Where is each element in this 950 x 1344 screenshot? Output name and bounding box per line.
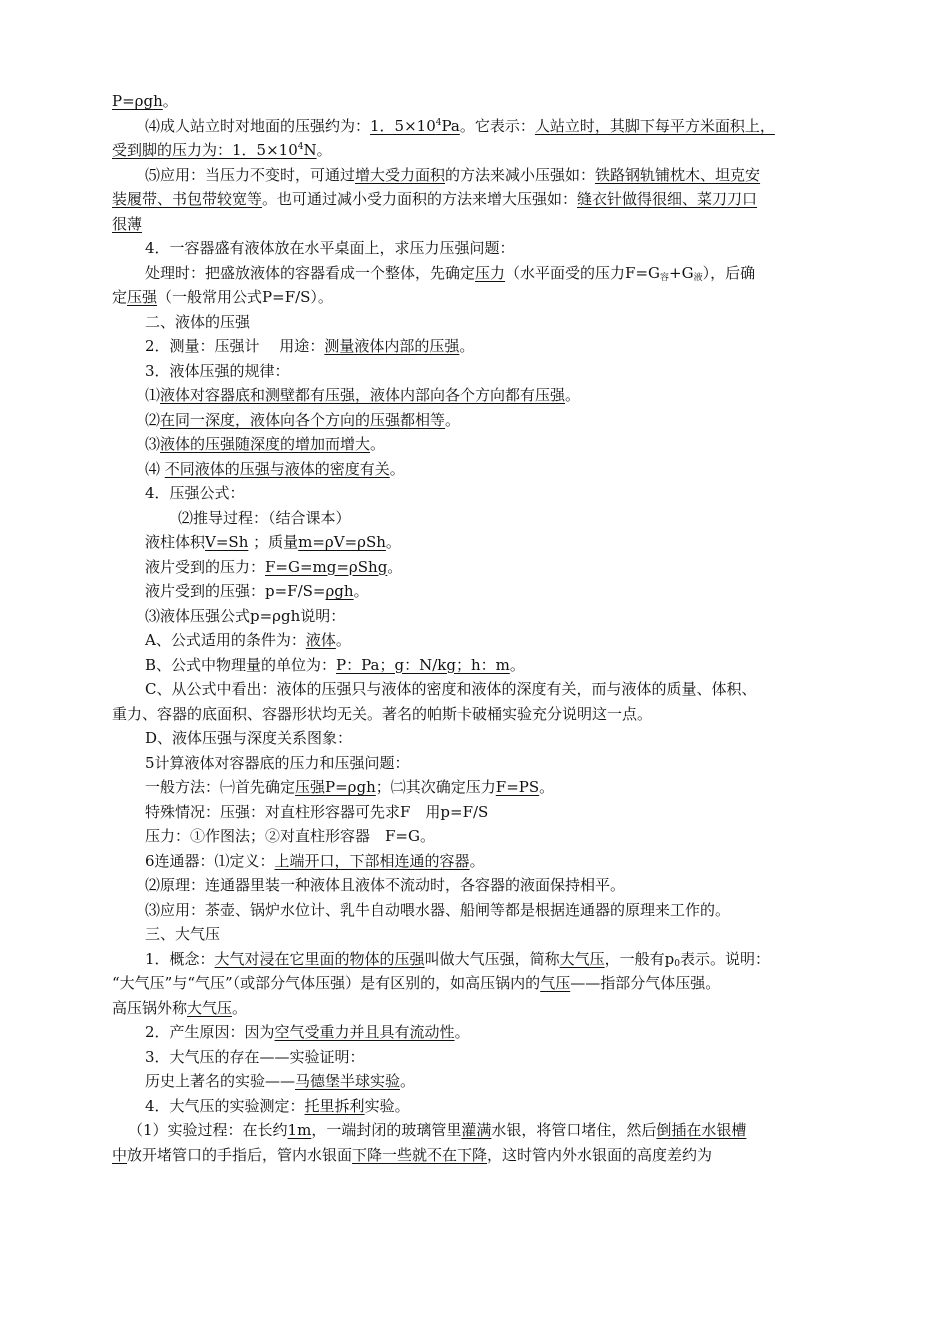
text-line (112, 1094, 842, 1119)
underlined-term: 倒插在水银槽 (656, 1121, 747, 1139)
text: 。 (316, 141, 332, 159)
text: D、液体压强与深度关系图象： (145, 729, 353, 747)
underlined-term (112, 141, 317, 159)
subscript: 液 (693, 272, 703, 283)
text: ⑷成人站立时对地面的压强约为： (145, 116, 371, 135)
text: 2．测量：压强计 用途： (145, 337, 325, 355)
underlined-term: 液体 (305, 631, 336, 649)
text-line (112, 653, 842, 678)
text: 一般方法：㈠首先确定 (145, 778, 296, 796)
text: 。 (232, 998, 248, 1017)
underlined-term: 人站立时，其脚下每平方米面积上， (534, 116, 775, 135)
text: 5计算液体对容器底的压力和压强问题： (145, 753, 410, 772)
underlined-term: P=ρgh (112, 92, 163, 110)
underlined-term: 液体对容器底和测壁都有压强，液体内部向各个方向都有压强 (160, 386, 566, 404)
text: 4．压强公式： (145, 484, 245, 502)
text: +G (669, 263, 694, 282)
text: （水平面受的压力F=G (505, 263, 660, 282)
text: 3．大气压的存在——实验证明： (145, 1047, 365, 1066)
text: Pa (441, 116, 460, 135)
text: 。 (400, 1072, 416, 1090)
text-line (112, 163, 842, 188)
underlined-term (370, 117, 460, 135)
text-line (112, 1045, 842, 1070)
text: 4．大气压的实验测定： (145, 1096, 305, 1115)
text: 1．概念： (145, 949, 215, 968)
underlined-term: 增大受力面积 (355, 165, 446, 184)
text-line (112, 604, 842, 629)
underlined-term: 空气受重力并且具有流动性 (274, 1023, 455, 1041)
text-line (112, 775, 842, 800)
text-line (112, 677, 842, 702)
text: ；㈡其次确定压力 (375, 778, 496, 796)
text: 受到脚的压力为：1．5×10 (112, 141, 298, 159)
text-line (112, 212, 842, 237)
text: ——指部分气体压强。 (570, 974, 721, 992)
text-line (112, 408, 842, 433)
text-line (112, 359, 842, 384)
text: 液片受到的压强：p=F/S= (145, 582, 326, 600)
text: B、公式中物理量的单位为： (145, 655, 337, 674)
text-line (112, 555, 842, 580)
text: 液片受到的压力： (145, 557, 266, 576)
text: 。 (335, 631, 351, 649)
text: 二、液体的压强 (145, 312, 251, 331)
text-line (112, 285, 842, 310)
text-line (112, 702, 842, 727)
text: 4．一容器盛有液体放在水平桌面上，求压力压强问题： (145, 239, 515, 257)
text: 三、大气压 (145, 925, 221, 943)
text: 。 (454, 1023, 470, 1041)
underlined-term: 测量液体内部的压强 (324, 337, 460, 355)
text: 。也可通过减小受力面积的方法来增大压强如： (262, 190, 578, 208)
underlined-term: 铁路钢轨铺枕木、坦克安 (595, 165, 761, 184)
text-line (112, 800, 842, 825)
text: 。 (389, 459, 405, 478)
superscript: 4 (435, 117, 442, 128)
text-line (112, 971, 842, 996)
text: 液柱体积 (145, 533, 206, 551)
text: 特殊情况：压强：对直柱形容器可先求F 用p=F/S (145, 802, 489, 821)
underlined-term: 托里拆利 (304, 1096, 365, 1115)
text: ，一般有p (604, 949, 675, 968)
text: 历史上著名的实验—— (145, 1072, 296, 1090)
text-line (112, 114, 842, 139)
text: 定 (112, 288, 128, 306)
text-line (112, 873, 842, 898)
underlined-term: 不同液体的压强与液体的密度有关 (164, 459, 390, 478)
underlined-term: 缝衣针做得很细、菜刀刀口 (577, 190, 758, 208)
text: 。 (445, 410, 461, 429)
text: ⑷ (145, 459, 165, 478)
text-line (112, 996, 842, 1021)
text: （一般常用公式P=F/S）。 (157, 288, 333, 306)
text-line (112, 187, 842, 212)
underlined-term: m=ρV=ρSh (298, 533, 386, 551)
text-line (112, 383, 842, 408)
underlined-term: P：Pa；g：N/kg；h：m (336, 655, 510, 674)
text-line (112, 481, 842, 506)
text: 2．产生原因：因为 (145, 1023, 275, 1041)
underlined-term: 很薄 (112, 214, 143, 233)
text: 3．液体压强的规律： (145, 361, 290, 380)
text: ，这时管内外水银面的高度差约为 (487, 1145, 713, 1164)
underlined-term: 上端开口，下部相连通的容器 (274, 851, 470, 870)
text: 。 (370, 435, 386, 453)
text-line (112, 1143, 842, 1168)
text-line (112, 849, 842, 874)
text: 。 (353, 582, 369, 600)
underlined-term: 液体的压强随深度的增加而增大 (160, 435, 371, 453)
text: “大气压”与“气压”（或部分气体压强）是有区别的，如高压锅内的 (112, 974, 541, 992)
text: 的方法来减小压强如： (445, 165, 596, 184)
superscript: 4 (297, 142, 304, 152)
underlined-term: 气压 (540, 974, 571, 992)
text: 实验。 (364, 1096, 410, 1115)
text-line (112, 628, 842, 653)
text: ⑸应用：当压力不变时，可通过 (145, 165, 356, 184)
section-heading (112, 922, 842, 947)
text: ⑴ (145, 386, 161, 404)
text-line (112, 824, 842, 849)
text: 1．5×10 (370, 116, 436, 135)
underlined-term: 在同一深度，液体向各个方向的压强都相等 (160, 410, 446, 429)
text-line (112, 1069, 842, 1094)
text: 高压锅外称 (112, 998, 188, 1017)
text-line (112, 1118, 842, 1143)
text: 。 (459, 337, 475, 355)
underlined-term: 中 (112, 1145, 128, 1164)
underlined-term: F=PS (495, 778, 540, 796)
text-line (112, 751, 842, 776)
subscript: 容 (660, 272, 670, 283)
text: 放开堵管口的手指后，管内水银面 (127, 1145, 353, 1164)
text: ⑶液体压强公式p=ρgh说明： (145, 606, 346, 625)
text-line (112, 334, 842, 359)
text: ；质量 (248, 533, 299, 551)
text: ⑶应用：茶壶、锅炉水位计、乳牛自动喂水器、船闸等都是根据连通器的原理来工作的。 (145, 900, 731, 919)
underlined-term: 大气压 (559, 949, 605, 968)
underlined-term: 1m (287, 1121, 312, 1139)
text-line (112, 947, 842, 972)
underlined-term: V=Sh (205, 533, 249, 551)
text: 。 (509, 655, 525, 674)
text: 表示。说明： (679, 949, 770, 968)
text: ），后确 (702, 263, 756, 282)
text: A、公式适用的条件为： (145, 631, 306, 649)
text: ⑶ (145, 435, 161, 453)
underlined-term: 下降一些就不在下降 (352, 1145, 488, 1164)
text: 。 (385, 533, 401, 551)
text-line (112, 457, 842, 482)
text: 重力、容器的底面积、容器形状均无关。著名的帕斯卡破桶实验充分说明这一点。 (112, 704, 653, 723)
text: N (303, 141, 317, 159)
text: 。 (162, 92, 178, 110)
underlined-term: ρgh (325, 582, 354, 600)
underlined-term: 压强P=ρgh (295, 778, 376, 796)
section-heading (112, 310, 842, 335)
underlined-term: 灌满 (461, 1121, 492, 1139)
text: 6连通器：⑴定义： (145, 851, 275, 870)
text-line (112, 1020, 842, 1045)
text-line (112, 89, 842, 114)
text: （1）实验过程：在长约 (128, 1121, 288, 1139)
underlined-term: 装履带、书包带较宽等 (112, 190, 263, 208)
document-body (112, 89, 842, 1167)
subscript: 0 (674, 958, 680, 969)
text: C、从公式中看出：液体的压强只与液体的密度和液体的深度有关，而与液体的质量、体积、 (145, 680, 757, 698)
text-line (112, 506, 842, 531)
text: 。 (539, 778, 555, 796)
text: 处理时：把盛放液体的容器看成一个整体，先确定 (145, 263, 476, 282)
text: 叫做大气压强，简称 (424, 949, 560, 968)
text: 压力：①作图法；②对直柱形容器 F=G。 (145, 827, 435, 845)
text-line (112, 236, 842, 261)
underlined-term: 大气对浸在它里面的物体的压强 (214, 949, 425, 968)
underlined-term: 压力 (475, 263, 506, 282)
text-line (112, 530, 842, 555)
text-line (112, 138, 842, 163)
text: 水银，将管口堵住，然后 (491, 1121, 657, 1139)
underlined-term: 压强 (127, 288, 158, 306)
underlined-term: F=G=mg=ρShg (265, 557, 388, 576)
text: 。 (469, 851, 485, 870)
text: 。 (565, 386, 581, 404)
underlined-term: 马德堡半球实验 (295, 1072, 401, 1090)
underlined-term: 大气压 (187, 998, 233, 1017)
text-line (112, 432, 842, 457)
text-line (112, 579, 842, 604)
text-line (112, 726, 842, 751)
text: 。 (387, 557, 403, 576)
text-line (112, 261, 842, 286)
text-line (112, 898, 842, 923)
text: ⑵推导过程：（结合课本） (178, 508, 351, 527)
text: ⑵原理：连通器里装一种液体且液体不流动时，各容器的液面保持相平。 (145, 876, 626, 894)
text: ⑵ (145, 410, 161, 429)
text: 。它表示： (459, 116, 535, 135)
text: ，一端封闭的玻璃管里 (311, 1121, 462, 1139)
